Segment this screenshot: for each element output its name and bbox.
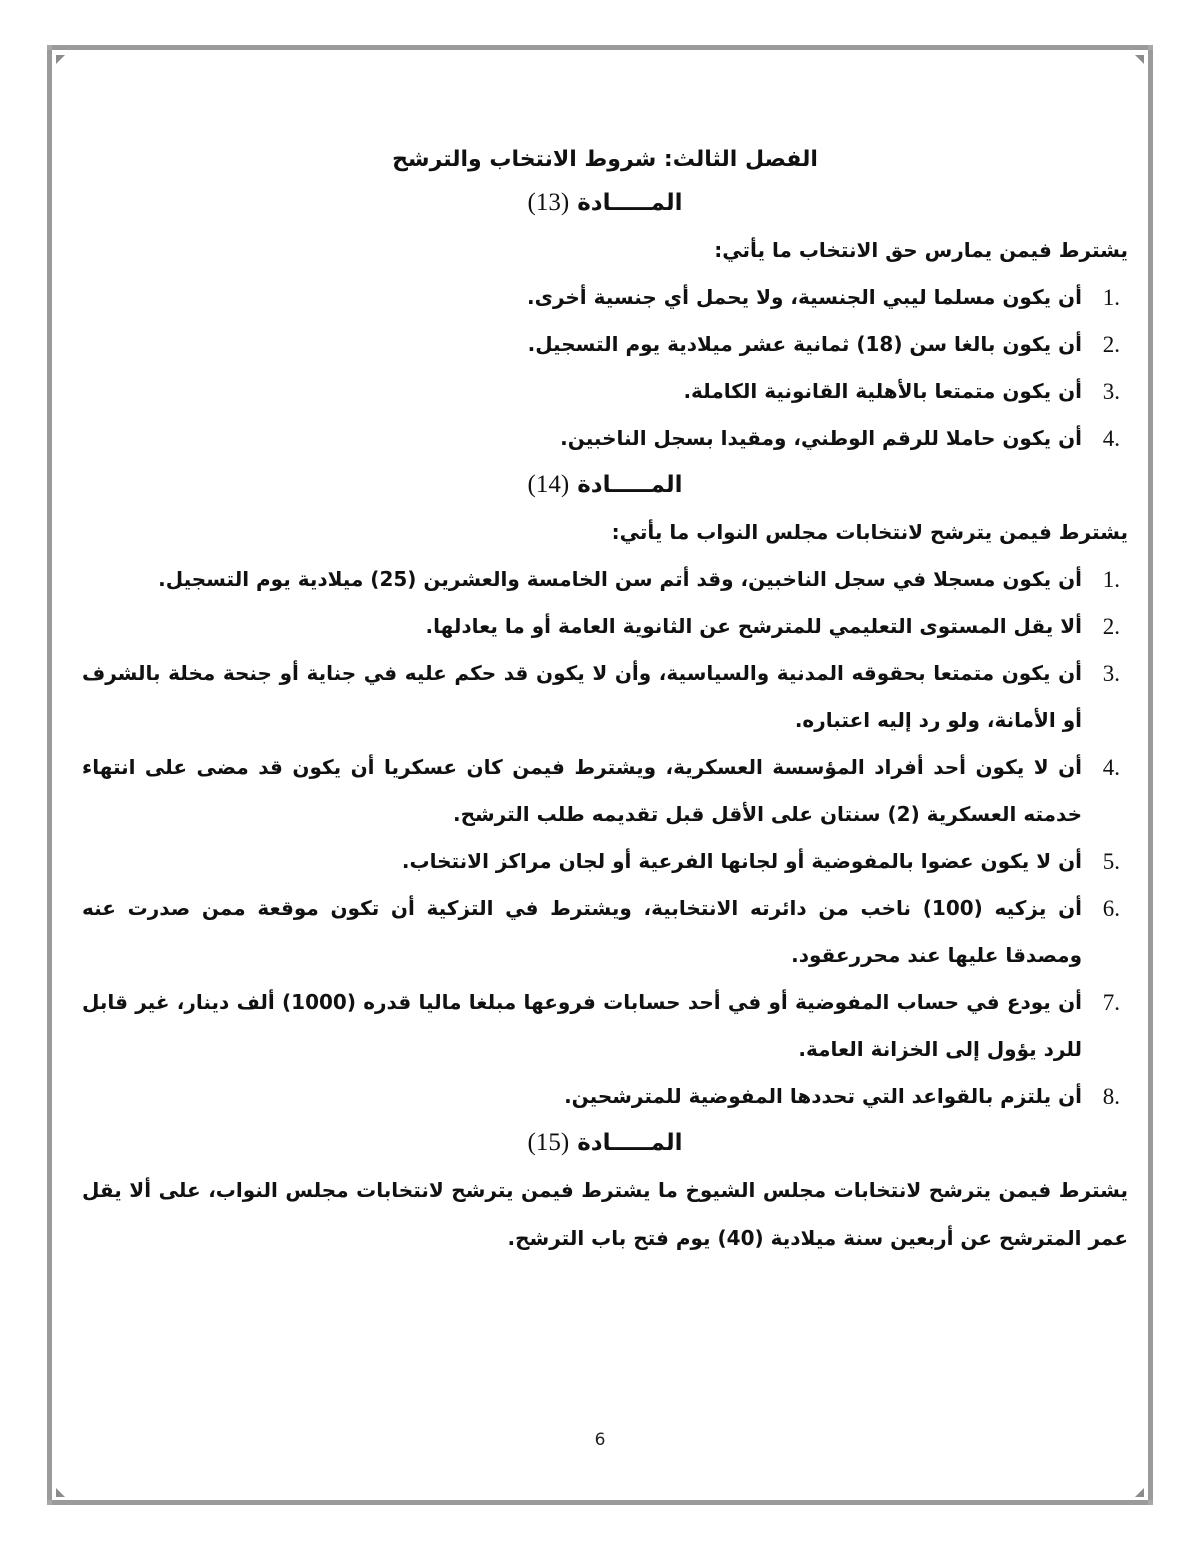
frame-corner-square — [1148, 1500, 1153, 1505]
list-item — [82, 415, 1128, 462]
list-item-text: أن يلتزم بالقواعد التي تحددها المفوضية للمترشحين. — [564, 1084, 1082, 1108]
page-frame-right — [1148, 50, 1153, 1500]
list-item — [82, 321, 1128, 368]
article-heading-word: المـــــادة — [577, 1130, 683, 1156]
article-intro: يشترط فيمن يمارس حق الانتخاب ما يأتي: — [714, 238, 1128, 262]
article-number: (15) — [527, 1129, 570, 1156]
list-item-text: أن لا يكون أحد أفراد المؤسسة العسكرية، ويشترط فيمن كان عسكريا أن يكون قد مضى على انتهاء خدمته العسكرية (2) سنتان على الأقل قبل تقديمه طلب الترشح. — [82, 755, 1082, 826]
list-item-text: أن يكون متمتعا بالأهلية القانونية الكاملة. — [683, 379, 1082, 403]
article-paragraph: يشترط فيمن يترشح لانتخابات مجلس الشيوخ ما يشترط فيمن يترشح لانتخابات مجلس النواب، على ألا يقل عمر المترشح عن أربعين سنة ميلادية (40) يوم فتح باب الترشح. — [82, 1178, 1128, 1250]
document-body — [82, 140, 1128, 1262]
list-item — [82, 885, 1128, 979]
frame-corner-square — [1148, 45, 1153, 50]
article-intro: يشترط فيمن يترشح لانتخابات مجلس النواب ما يأتي: — [611, 520, 1128, 544]
chapter-title: الفصل الثالث: شروط الانتخاب والترشح — [392, 147, 818, 172]
page-frame-left — [47, 50, 52, 1500]
list-item-index: 6. — [1102, 896, 1120, 921]
list-item-index: 7. — [1102, 990, 1120, 1015]
list-item — [82, 368, 1128, 415]
list-item-text: أن يكون متمتعا بحقوقه المدنية والسياسية، وأن لا يكون قد حكم عليه في جناية أو جنحة مخلة بالشرف أو الأمانة، ولو رد إليه اعتباره. — [82, 661, 1082, 732]
article-13 — [82, 180, 1128, 462]
list-item-text: أن يكون بالغا سن (18) ثمانية عشر ميلادية يوم التسجيل. — [527, 332, 1082, 356]
article-heading — [82, 462, 1128, 508]
article-heading — [82, 1120, 1128, 1166]
list-item-text: ألا يقل المستوى التعليمي للمترشح عن الثانوية العامة أو ما يعادلها. — [425, 614, 1082, 638]
article-heading-word: المـــــادة — [577, 190, 683, 216]
frame-corner-triangle-icon — [56, 55, 65, 64]
list-item-index: 4. — [1102, 426, 1120, 451]
list-item — [82, 744, 1128, 838]
list-item-text: أن يكون حاملا للرقم الوطني، ومقيدا بسجل الناخبين. — [560, 426, 1082, 450]
list-item-index: 3. — [1102, 379, 1120, 404]
article-14 — [82, 462, 1128, 1120]
frame-corner-square — [47, 45, 52, 50]
article-heading-word: المـــــادة — [577, 472, 683, 498]
list-item-index: 2. — [1102, 332, 1120, 357]
list-item — [82, 274, 1128, 321]
article-number: (14) — [527, 471, 570, 498]
list-item — [82, 979, 1128, 1073]
frame-corner-triangle-icon — [1135, 1488, 1144, 1497]
list-item-index: 1. — [1102, 567, 1120, 592]
frame-corner-triangle-icon — [56, 1488, 65, 1497]
frame-corner-square — [47, 1500, 52, 1505]
list-item-text: أن يودع في حساب المفوضية أو في أحد حسابات فروعها مبلغا ماليا قدره (1000) ألف دينار، غير قابل للرد يؤول إلى الخزانة العامة. — [82, 990, 1082, 1061]
list-item-index: 4. — [1102, 755, 1120, 780]
page-number: 6 — [594, 1430, 606, 1450]
article-conditions-list — [82, 556, 1128, 1120]
list-item-index: 5. — [1102, 849, 1120, 874]
list-item — [82, 838, 1128, 885]
page-frame-bottom — [52, 1500, 1148, 1505]
list-item — [82, 556, 1128, 603]
list-item-index: 2. — [1102, 614, 1120, 639]
list-item-text: أن يزكيه (100) ناخب من دائرته الانتخابية، ويشترط في التزكية أن تكون موقعة ممن صدرت عنه ومصدقا عليها عند محررعقود. — [82, 896, 1082, 967]
article-number: (13) — [527, 189, 570, 216]
list-item — [82, 1073, 1128, 1120]
list-item-text: أن لا يكون عضوا بالمفوضية أو لجانها الفرعية أو لجان مراكز الانتخاب. — [401, 849, 1082, 873]
list-item-text: أن يكون مسلما ليبي الجنسية، ولا يحمل أي جنسية أخرى. — [527, 285, 1082, 309]
page-frame-top — [52, 45, 1148, 50]
article-conditions-list — [82, 274, 1128, 462]
list-item-index: 3. — [1102, 661, 1120, 686]
article-15 — [82, 1120, 1128, 1262]
list-item-text: أن يكون مسجلا في سجل الناخبين، وقد أتم سن الخامسة والعشرين (25) ميلادية يوم التسجيل. — [158, 567, 1082, 591]
list-item — [82, 650, 1128, 744]
frame-corner-triangle-icon — [1135, 55, 1144, 64]
list-item-index: 1. — [1102, 285, 1120, 310]
list-item-index: 8. — [1102, 1084, 1120, 1109]
list-item — [82, 603, 1128, 650]
article-heading — [82, 180, 1128, 226]
